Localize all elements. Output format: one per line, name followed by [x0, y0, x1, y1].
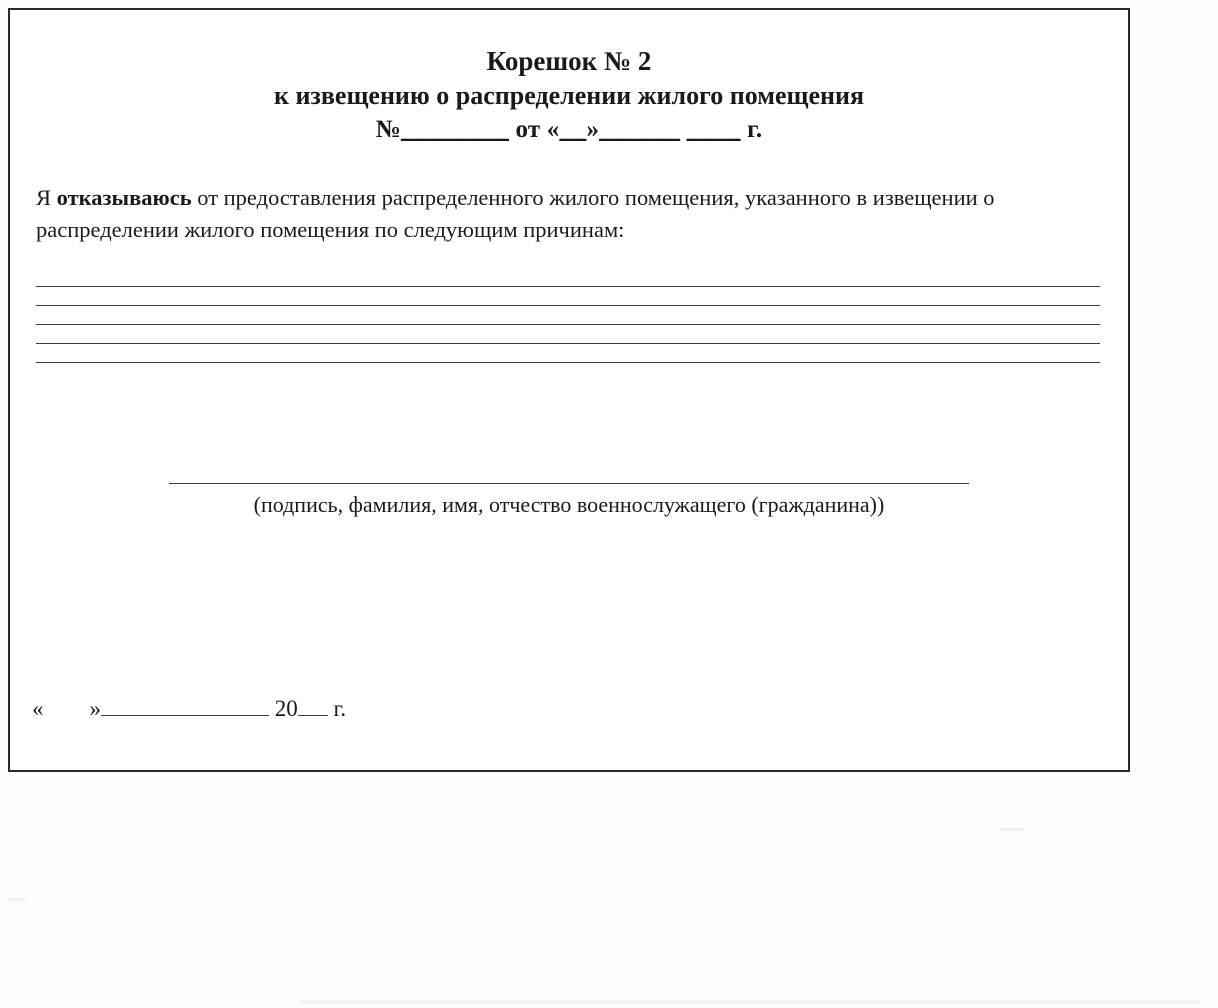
declaration-paragraph — [36, 182, 1094, 246]
reasons-blank-lines — [36, 268, 1100, 363]
quote-open: « — [546, 115, 560, 143]
year-suffix: г. — [747, 115, 763, 143]
signature-caption: (подпись, фамилия, имя, отчество военнослужащего (гражданина)) — [253, 491, 885, 517]
page-title: Корешок № 2 — [486, 46, 652, 76]
blank-write-line[interactable] — [36, 268, 1100, 287]
declaration-emphasis: отказываюсь — [56, 184, 192, 210]
signature-line[interactable] — [169, 481, 969, 484]
month-blank[interactable]: ______ — [599, 115, 681, 143]
document-number-date-line — [10, 114, 1128, 146]
signature-block — [10, 481, 1128, 518]
scan-artifact — [8, 898, 26, 901]
date-year-prefix: 20 — [274, 696, 298, 721]
quote-close: » — [586, 115, 600, 143]
date-suffix: г. — [333, 696, 347, 721]
blank-write-line[interactable] — [36, 287, 1100, 306]
declaration-rest: от предоставления распределенного жилого помещения, указанного в извещении о распределении жилого помещения по следующим причинам: — [36, 184, 995, 242]
date-year-blank[interactable] — [298, 715, 328, 716]
declaration-prefix: Я — [36, 184, 57, 210]
scan-artifact — [300, 1000, 1200, 1004]
form-border-box — [8, 8, 1130, 772]
number-symbol: № — [375, 115, 402, 143]
date-month-blank[interactable] — [101, 715, 269, 716]
number-blank[interactable]: ________ — [401, 115, 510, 143]
date-quote-open: « — [32, 696, 44, 721]
scan-artifact — [1000, 828, 1024, 831]
from-label: от — [515, 115, 541, 143]
blank-write-line[interactable] — [36, 344, 1100, 363]
year-blank[interactable]: ____ — [686, 115, 741, 143]
date-field-line — [32, 696, 346, 722]
date-quote-close: » — [89, 696, 101, 721]
blank-write-line[interactable] — [36, 306, 1100, 325]
day-blank[interactable]: __ — [559, 115, 587, 143]
blank-write-line[interactable] — [36, 325, 1100, 344]
document-title-block — [10, 44, 1128, 146]
document-subtitle: к извещению о распределении жилого помещения — [273, 80, 865, 110]
